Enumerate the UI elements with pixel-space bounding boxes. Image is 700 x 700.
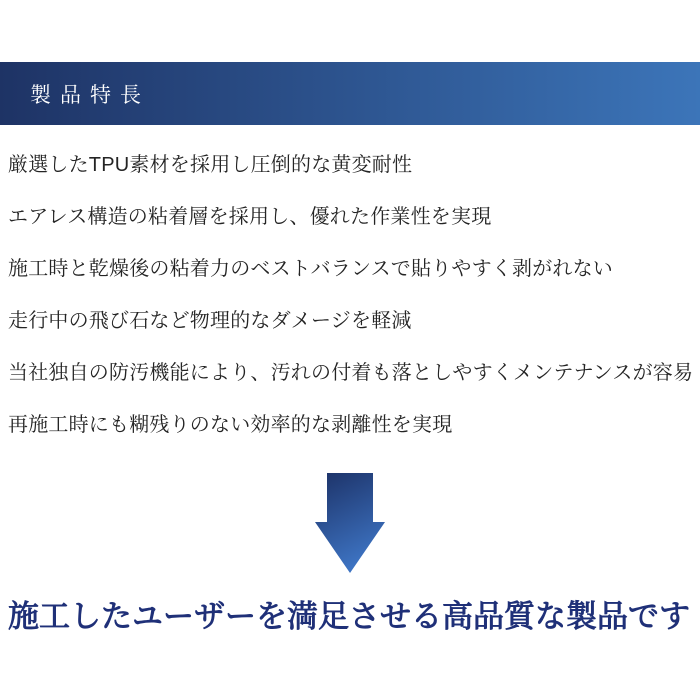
section-header-bar: [0, 62, 700, 125]
feature-item-yellowing-resistance: 厳選したTPU素材を採用し圧倒的な黄変耐性: [8, 154, 413, 176]
feature-item-antifouling: 当社独自の防汚機能により、汚れの付着も落としやすくメンテナンスが容易: [8, 362, 694, 384]
down-arrow-icon: [315, 473, 385, 573]
section-title: 製品特長: [30, 82, 150, 107]
feature-item-clean-removal: 再施工時にも糊残りのない効率的な剥離性を実現: [8, 414, 453, 436]
feature-item-damage-reduction: 走行中の飛び石など物理的なダメージを軽減: [8, 310, 412, 332]
feature-item-airless-adhesive: エアレス構造の粘着層を採用し、優れた作業性を実現: [8, 206, 492, 228]
conclusion-statement: 施工したユーザーを満足させる高品質な製品です: [8, 599, 690, 634]
transition-arrow-container: [0, 473, 700, 573]
feature-item-adhesion-balance: 施工時と乾燥後の粘着力のベストバランスで貼りやすく剥がれない: [8, 258, 613, 280]
feature-list: [8, 155, 700, 467]
